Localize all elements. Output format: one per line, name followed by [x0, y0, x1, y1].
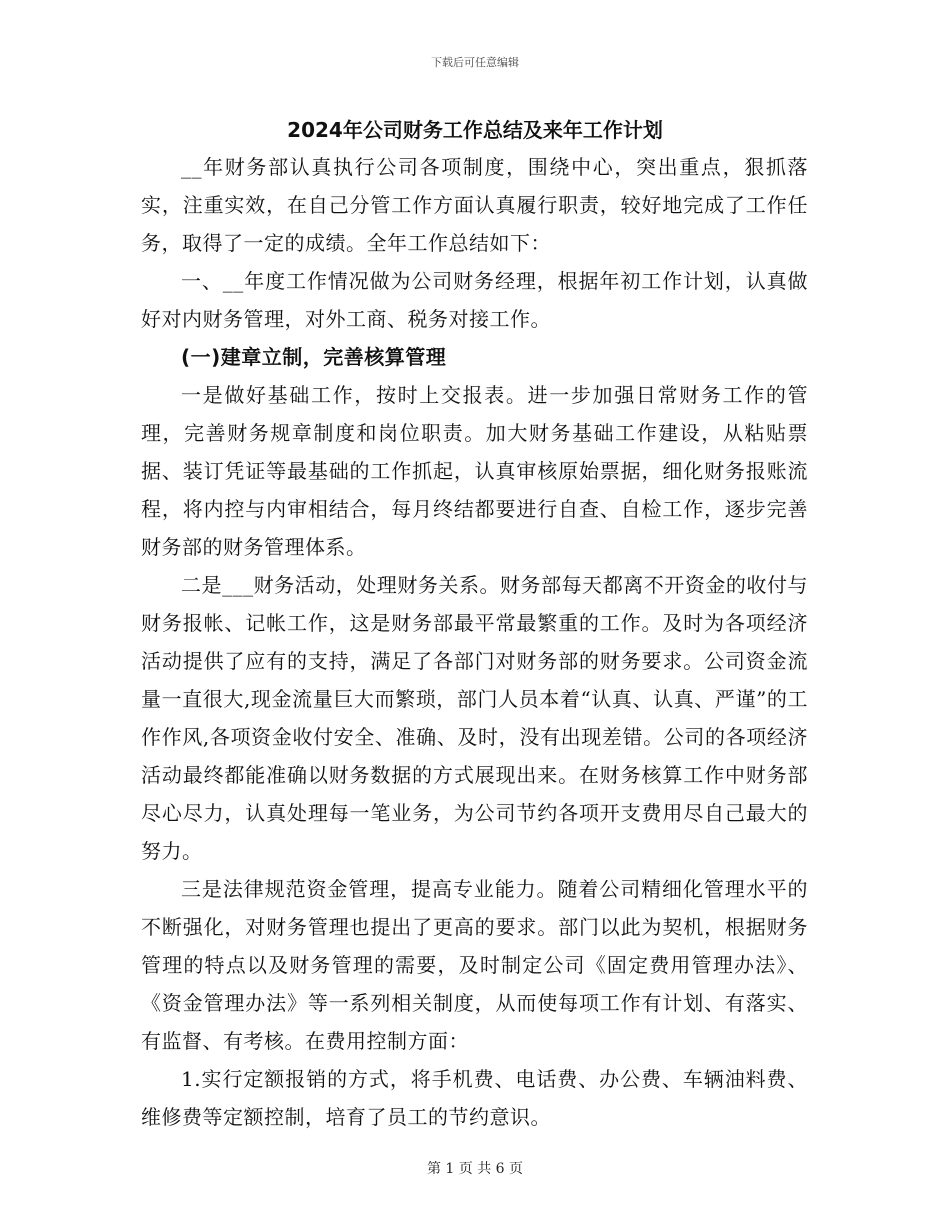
document-title: 2024年公司财务工作总结及来年工作计划 [287, 118, 663, 142]
header-note: 下载后可任意编辑 [431, 56, 519, 69]
paragraph-point-two: 二是___财务活动，处理财务关系。财务部每天都离不开资金的收付与财务报帐、记帐工作，这是财务部最平常最繁重的工作。及时为各项经济活动提供了应有的支持，满足了各部门对财务部的财务要求。公司资金流量一直很大,现金流量巨大而繁琐，部门人员本着“认真、认真、严谨”的工作作风,各项资金收付安全、准确、及时，没有出现差错。公司的各项经济活动最终都能准确以财务数据的方式展现出来。在财务核算工作中财务部尽心尽力，认真处理每一笔业务，为公司节约各项开支费用尽自己最大的努力。 [141, 573, 808, 863]
subsection-heading: (一)建章立制，完善核算管理 [181, 345, 447, 369]
page-footer: 第 1 页 共 6 页 [426, 1161, 524, 1177]
paragraph-item-one: 1.实行定额报销的方式，将手机费、电话费、办公费、车辆油料费、维修费等定额控制，培育了员工的节约意识。 [141, 1067, 808, 1129]
paragraph-point-three: 三是法律规范资金管理，提高专业能力。随着公司精细化管理水平的不断强化，对财务管理也提出了更高的要求。部门以此为契机，根据财务管理的特点以及财务管理的需要，及时制定公司《固定费用管理办法》、《资金管理办法》等一系列相关制度，从而使每项工作有计划、有落实、有监督、有考核。在费用控制方面： [141, 877, 808, 1053]
paragraph-point-one: 一是做好基础工作，按时上交报表。进一步加强日常财务工作的管理，完善财务规章制度和岗位职责。加大财务基础工作建设，从粘贴票据、装订凭证等最基础的工作抓起，认真审核原始票据，细化财务报账流程，将内控与内审相结合，每月终结都要进行自查、自检工作，逐步完善财务部的财务管理体系。 [141, 383, 808, 559]
paragraph-section-one: 一、__年度工作情况做为公司财务经理，根据年初工作计划，认真做好对内财务管理，对外工商、税务对接工作。 [141, 269, 808, 331]
paragraph-intro: __年财务部认真执行公司各项制度，围绕中心，突出重点，狠抓落实，注重实效，在自己分管工作方面认真履行职责，较好地完成了工作任务，取得了一定的成绩。全年工作总结如下： [141, 155, 808, 255]
document-body [141, 148, 808, 1136]
